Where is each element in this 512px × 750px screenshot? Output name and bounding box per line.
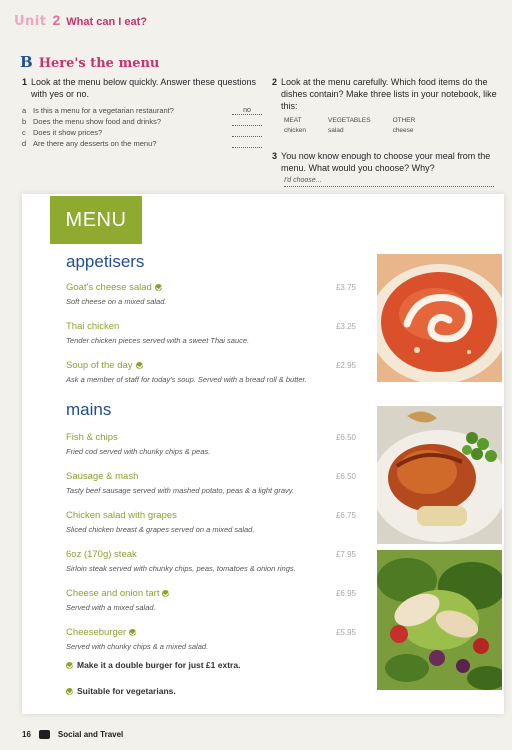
task-1 xyxy=(22,76,262,149)
item-price: £3.75 xyxy=(335,283,356,292)
task-number: 2 xyxy=(272,77,278,87)
menu-item xyxy=(66,360,356,384)
item-description: Sliced chicken breast & grapes served on a mixed salad. xyxy=(66,525,255,534)
vegetarian-icon xyxy=(155,284,162,291)
appetisers-heading: appetisers xyxy=(66,252,145,271)
unit-header xyxy=(14,12,147,29)
item-name: 6oz (170g) steak xyxy=(66,549,137,560)
double-burger-note: Make it a double burger for just £1 extra. xyxy=(66,660,240,670)
menu-item xyxy=(66,282,356,306)
menu-item xyxy=(66,432,356,456)
item-price: £6.95 xyxy=(335,589,356,598)
question-item: c Does it show prices? xyxy=(22,127,262,138)
item-price: £3.25 xyxy=(335,322,356,331)
task-number: 3 xyxy=(272,151,278,161)
item-price: £6.50 xyxy=(335,433,356,442)
list-columns xyxy=(272,116,504,136)
plus-icon xyxy=(129,629,136,636)
section-heading: Here's the menu xyxy=(38,56,160,71)
page-number: 16 xyxy=(22,730,31,739)
item-price: £5.95 xyxy=(335,628,356,637)
question-item: a Is this a menu for a vegetarian restaurant? no xyxy=(22,105,262,116)
unit-title: What can I eat? xyxy=(66,16,147,28)
mains-heading: mains xyxy=(66,400,112,419)
menu-card xyxy=(22,194,504,714)
chicken-photo xyxy=(377,406,502,544)
menu-item xyxy=(66,321,356,345)
item-name: Soup of the day xyxy=(66,360,133,371)
section-letter: B xyxy=(20,53,33,71)
menu-item xyxy=(66,471,356,495)
item-name: Thai chicken xyxy=(66,321,120,332)
answer-field[interactable] xyxy=(232,127,262,137)
vegetarian-icon xyxy=(66,688,73,695)
item-name: Fish & chips xyxy=(66,432,118,443)
vegetarian-icon xyxy=(162,590,169,597)
book-title: Social and Travel xyxy=(57,730,124,739)
item-name: Cheese and onion tart xyxy=(66,588,160,599)
unit-word: Unit xyxy=(14,14,47,29)
item-description: Soft cheese on a mixed salad. xyxy=(66,297,167,306)
menu-item xyxy=(66,510,356,534)
task-question: Look at the menu carefully. Which food items do the dishes contain? Make three lists in your notebook, like this: xyxy=(281,77,497,111)
item-description: Fried cod served with chunky chips & peas. xyxy=(66,447,211,456)
item-name: Cheeseburger xyxy=(66,627,127,638)
section-title xyxy=(20,53,159,71)
task-question: Look at the menu below quickly. Answer these questions with yes or no. xyxy=(31,77,256,99)
answer-field[interactable] xyxy=(232,138,262,148)
answer-field[interactable] xyxy=(232,116,262,126)
item-price: £2.95 xyxy=(335,361,356,370)
salad-photo xyxy=(377,550,502,690)
item-description: Tasty beef sausage served with mashed potato, peas & a light gravy. xyxy=(66,486,295,495)
item-price: £7.95 xyxy=(335,550,356,559)
answer-line[interactable]: I'd choose... xyxy=(284,177,494,187)
menu-item xyxy=(66,588,356,612)
plus-icon xyxy=(66,662,73,669)
list-column: VEGETABLES salad xyxy=(328,117,371,134)
item-description: Served with chunky chips & a mixed salad. xyxy=(66,642,209,651)
soup-photo xyxy=(377,254,502,382)
item-name: Goat's cheese salad xyxy=(66,282,152,293)
menu-item xyxy=(66,549,356,573)
item-description: Ask a member of staff for today's soup. Served with a bread roll & butter. xyxy=(66,375,307,384)
task-question: You now know enough to choose your meal from the menu. What would you choose? Why? xyxy=(281,151,491,173)
unit-number: 2 xyxy=(52,12,61,28)
item-name: Sausage & mash xyxy=(66,471,139,482)
task-2 xyxy=(272,76,504,136)
list-column: OTHER cheese xyxy=(392,117,416,134)
menu-badge: MENU xyxy=(50,196,142,244)
item-price: £6.50 xyxy=(335,472,356,481)
vegetarian-note: Suitable for vegetarians. xyxy=(66,686,176,696)
page-footer xyxy=(22,730,123,739)
task-3 xyxy=(272,150,504,187)
item-description: Tender chicken pieces served with a sweet Thai sauce. xyxy=(66,336,250,345)
item-description: Served with a mixed salad. xyxy=(66,603,156,612)
list-column: MEAT chicken xyxy=(284,117,307,134)
item-description: Sirloin steak served with chunky chips, peas, tomatoes & onion rings. xyxy=(66,564,296,573)
question-item: d Are there any desserts on the menu? xyxy=(22,138,262,149)
vegetarian-icon xyxy=(136,362,143,369)
book-icon xyxy=(39,730,50,739)
task-number: 1 xyxy=(22,77,28,87)
menu-item xyxy=(66,627,356,651)
item-price: £6.75 xyxy=(335,511,356,520)
task-1-items xyxy=(22,105,262,149)
item-name: Chicken salad with grapes xyxy=(66,510,177,521)
answer-field[interactable]: no xyxy=(232,105,262,115)
question-item: b Does the menu show food and drinks? xyxy=(22,116,262,127)
